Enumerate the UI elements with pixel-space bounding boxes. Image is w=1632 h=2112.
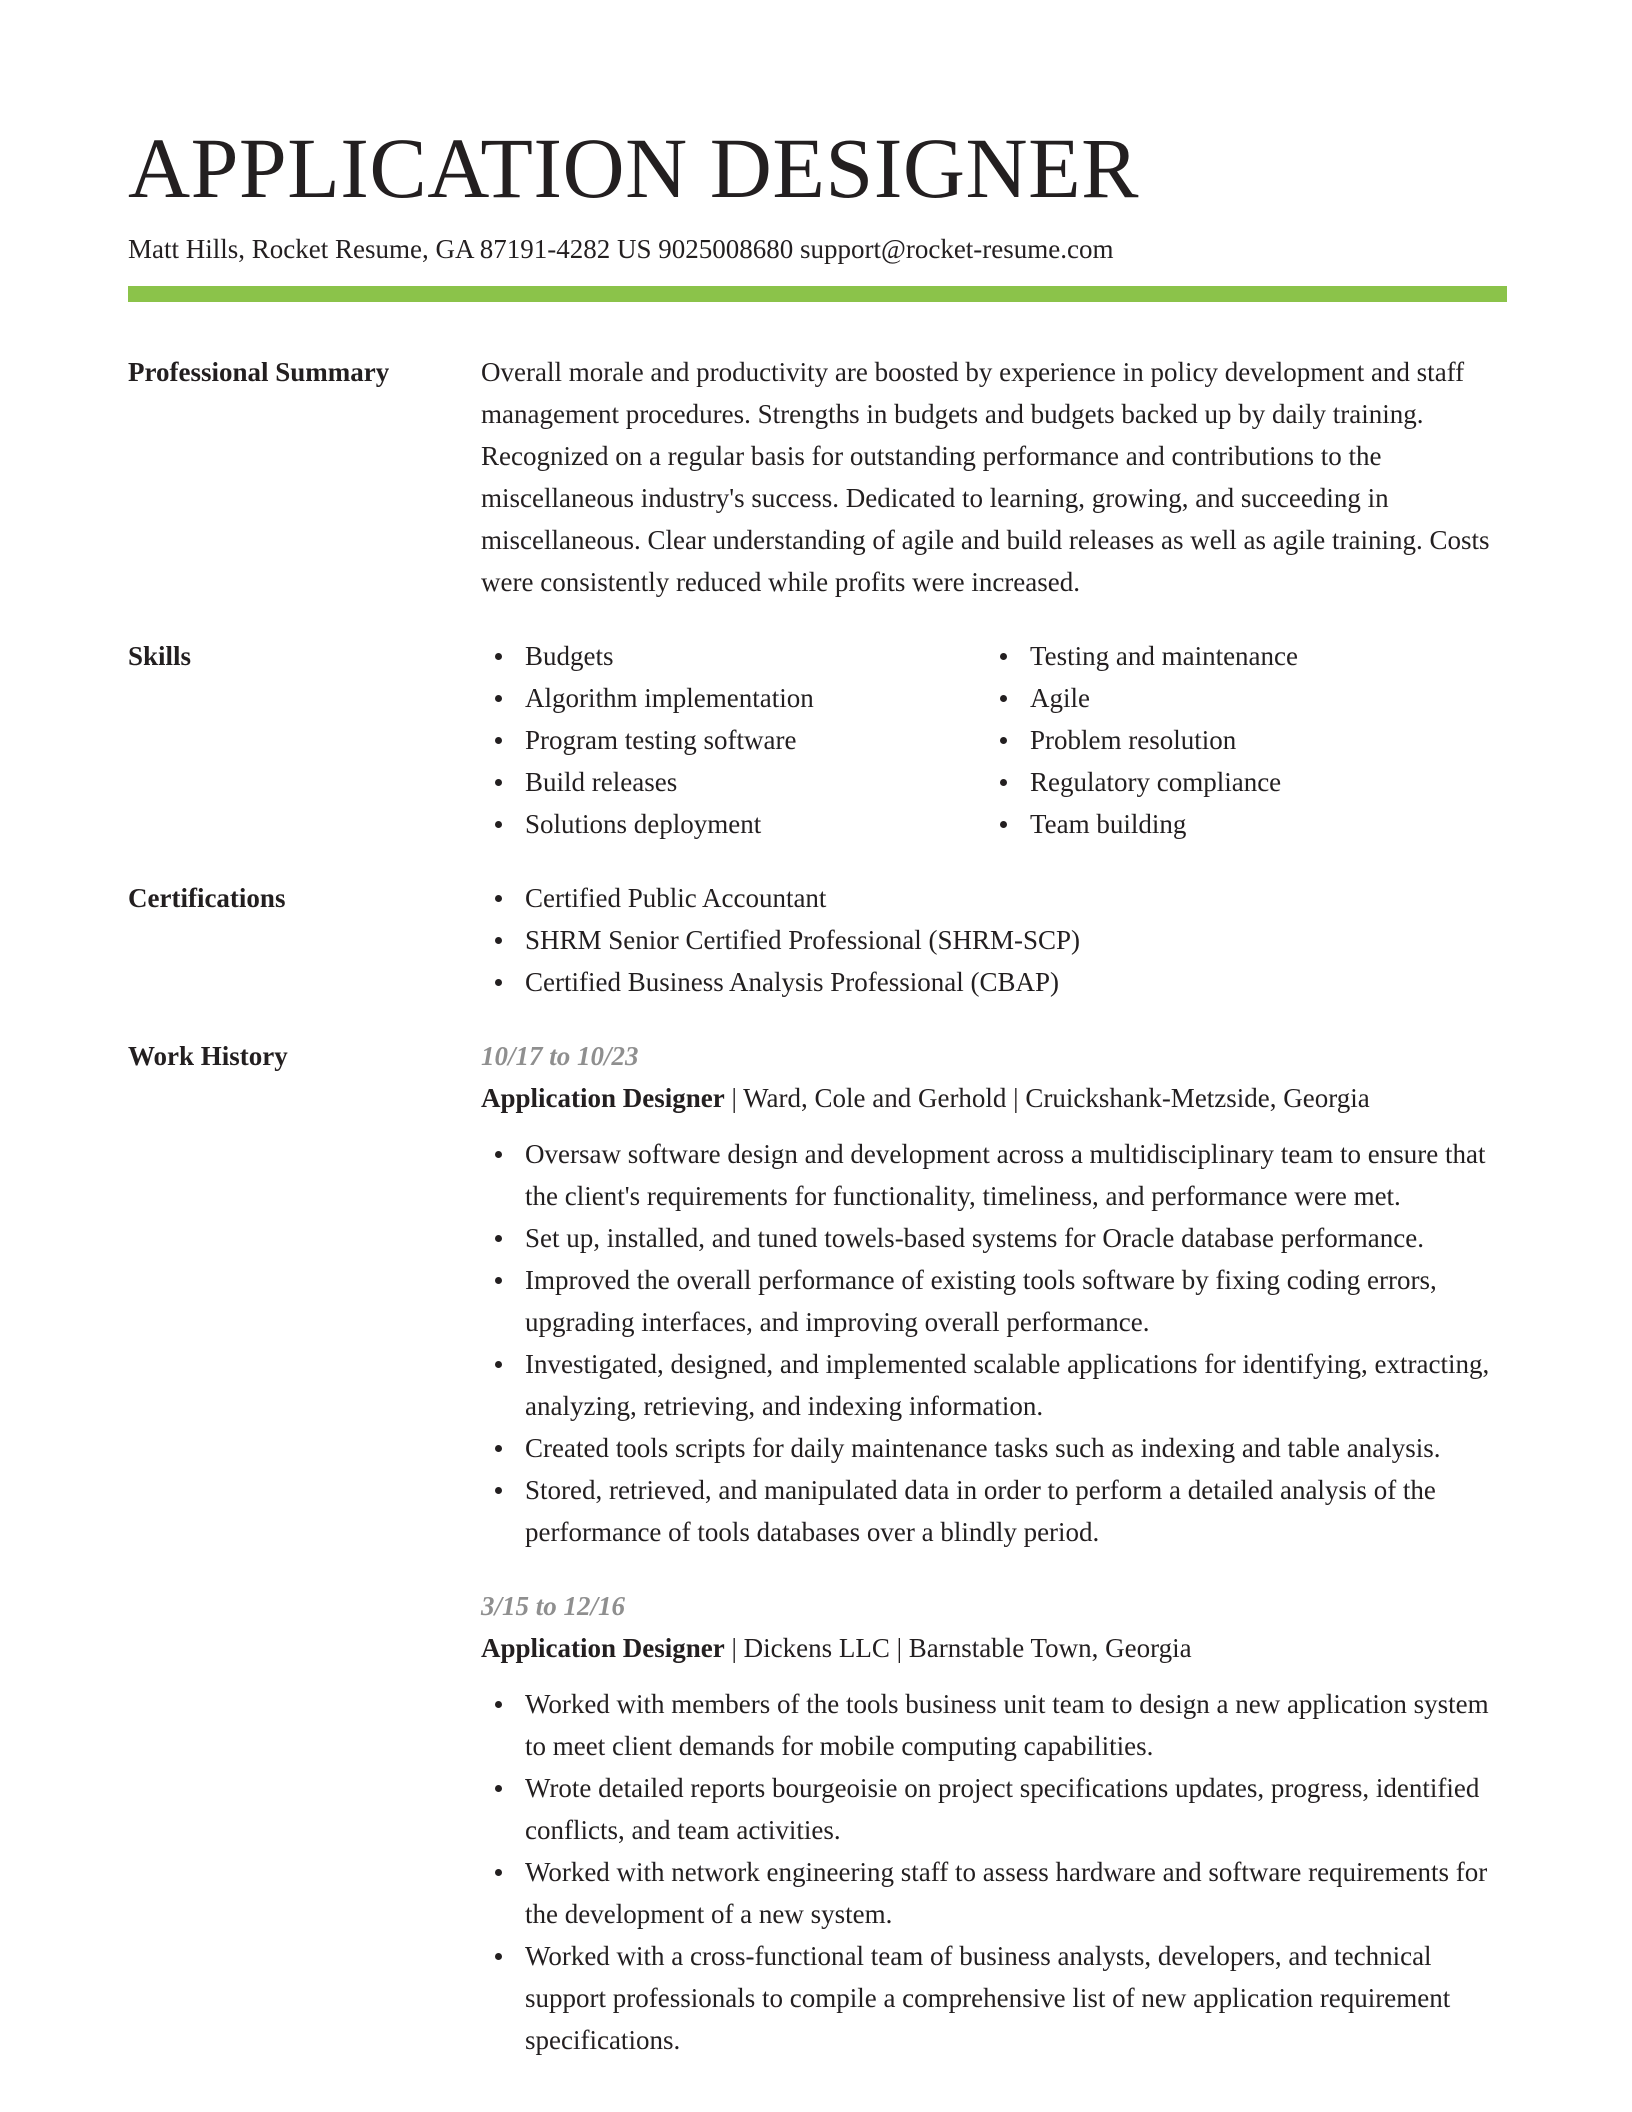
work-history-section: [128, 1035, 1507, 2061]
job-bullet: Worked with members of the tools business unit team to design a new application system to meet client demands for mobile computing capabilities.: [481, 1683, 1507, 1767]
job-entry: [481, 1035, 1507, 1553]
skill-item: Program testing software: [481, 719, 986, 761]
certifications-body: [481, 877, 1507, 1003]
job-bullet: Wrote detailed reports bourgeoisie on project specifications updates, progress, identified conflicts, and team activities.: [481, 1767, 1507, 1851]
skill-item: Budgets: [481, 635, 986, 677]
summary-text: Overall morale and productivity are boosted by experience in policy development and staff management procedures. Strengths in budgets and budgets backed up by daily training. Recognized on a regular basis for outstanding performance and contributions to the miscellaneous industry's success. Dedicated to learning, growing, and succeeding in miscellaneous. Clear understanding of agile and build releases as well as agile training. Costs were consistently reduced while profits were increased.: [481, 357, 1490, 597]
skill-item: Testing and maintenance: [986, 635, 1491, 677]
skill-item: Build releases: [481, 761, 986, 803]
job-bullet: Stored, retrieved, and manipulated data in order to perform a detailed analysis of the performance of tools databases over a blindly period.: [481, 1469, 1507, 1553]
certification-item: Certified Business Analysis Professional (CBAP): [481, 961, 1507, 1003]
job-entry: [481, 1585, 1507, 2061]
work-history-body: [481, 1035, 1507, 2061]
section-title-skills: Skills: [128, 641, 192, 671]
certifications-list: [481, 877, 1507, 1003]
job-bullet: Created tools scripts for daily maintenance tasks such as indexing and table analysis.: [481, 1427, 1507, 1469]
job-bullet: Worked with a cross-functional team of business analysts, developers, and technical support professionals to compile a comprehensive list of new application requirement specifications.: [481, 1935, 1507, 2061]
job-details: | Dickens LLC | Barnstable Town, Georgia: [724, 1633, 1192, 1663]
section-title-professional-summary: Professional Summary: [128, 357, 390, 387]
job-title: Application Designer: [481, 1083, 725, 1113]
certification-item: SHRM Senior Certified Professional (SHRM-SCP): [481, 919, 1507, 961]
job-dates: 10/17 to 10/23: [481, 1041, 639, 1071]
skills-right-list: [986, 635, 1491, 845]
certification-item: Certified Public Accountant: [481, 877, 1507, 919]
skill-item: Regulatory compliance: [986, 761, 1491, 803]
job-bullet: Set up, installed, and tuned towels-based systems for Oracle database performance.: [481, 1217, 1507, 1259]
job-bullet: Oversaw software design and development across a multidisciplinary team to ensure that the client's requirements for functionality, timeliness, and performance were met.: [481, 1133, 1507, 1217]
skill-item: Team building: [986, 803, 1491, 845]
skill-item: Solutions deployment: [481, 803, 986, 845]
job-bullet: Improved the overall performance of existing tools software by fixing coding errors, upgrading interfaces, and improving overall performance.: [481, 1259, 1507, 1343]
job-heading: [481, 1077, 1507, 1119]
skills-left-list: [481, 635, 986, 845]
resume-name-heading: APPLICATION DESIGNER: [128, 120, 1139, 216]
job-heading: [481, 1627, 1507, 1669]
skills-section: [128, 635, 1507, 845]
skill-item: Algorithm implementation: [481, 677, 986, 719]
section-title-work-history: Work History: [128, 1041, 288, 1071]
job-responsibilities-list: [481, 1683, 1507, 2061]
professional-summary-section: [128, 351, 1507, 603]
resume-page: [128, 118, 1507, 2061]
job-details: | Ward, Cole and Gerhold | Cruickshank-Metzside, Georgia: [724, 1083, 1370, 1113]
skill-item: Agile: [986, 677, 1491, 719]
job-dates: 3/15 to 12/16: [481, 1591, 626, 1621]
job-title: Application Designer: [481, 1633, 725, 1663]
skills-grid: [481, 635, 1507, 845]
accent-divider: [128, 286, 1507, 302]
skill-item: Problem resolution: [986, 719, 1491, 761]
section-title-certifications: Certifications: [128, 883, 286, 913]
job-responsibilities-list: [481, 1133, 1507, 1553]
contact-line: Matt Hills, Rocket Resume, GA 87191-4282 US 9025008680 support@rocket-resume.com: [128, 234, 1114, 264]
job-bullet: Investigated, designed, and implemented scalable applications for identifying, extracting, analyzing, retrieving, and indexing information.: [481, 1343, 1507, 1427]
certifications-section: [128, 877, 1507, 1003]
job-bullet: Worked with network engineering staff to assess hardware and software requirements for the development of a new system.: [481, 1851, 1507, 1935]
